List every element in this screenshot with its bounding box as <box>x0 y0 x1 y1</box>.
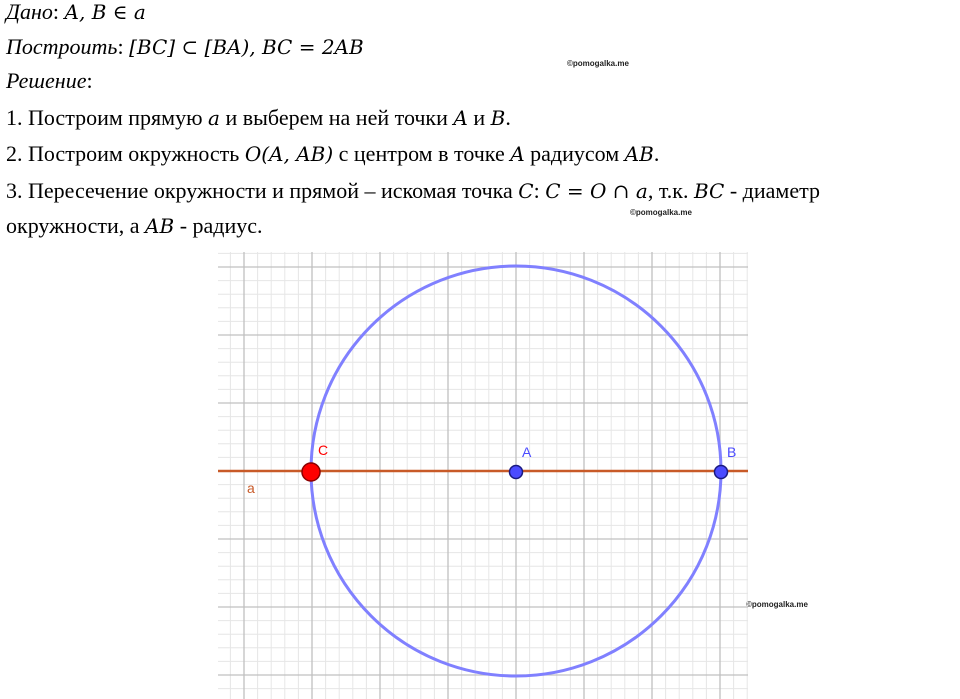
step-1-text-4: . <box>505 105 511 130</box>
step-2-text-3: радиусом <box>524 141 625 166</box>
step-1-text-1: 1. Построим прямую <box>6 105 209 130</box>
step-2-text-4: . <box>653 141 660 166</box>
step-3b-math-1: AB <box>145 214 175 238</box>
step-2-text-2: с центром в точке <box>333 141 511 166</box>
step-3-math-1: C <box>518 179 534 203</box>
construct-label: Построить <box>6 34 118 59</box>
step-2-math-1: O(A, AB) <box>244 142 334 166</box>
solution-label: Решение <box>6 68 87 93</box>
grid-major-lines <box>218 252 748 699</box>
step-3b-text-1: окружности, а <box>6 213 146 238</box>
step-3-text-3: , т.к. <box>647 178 694 203</box>
given-label: Дано <box>6 0 53 24</box>
point-b[interactable] <box>715 466 728 479</box>
watermark-1: ©pomogalka.me <box>567 59 629 68</box>
point-c-label: C <box>318 442 329 458</box>
step-1-text-3: и <box>467 105 491 130</box>
step-2-math-3: AB <box>624 142 654 166</box>
point-a[interactable] <box>510 466 523 479</box>
point-a-label: A <box>522 444 532 460</box>
step-3-text-4: - диаметр <box>724 178 820 203</box>
step-3-text-2: : <box>533 178 546 203</box>
step-2-math-2: A <box>510 142 525 166</box>
step-1-math-3: B <box>490 106 506 130</box>
given-line: Дано: A, B ∈ a <box>6 0 146 24</box>
step-3b-text-2: - радиус. <box>174 213 263 238</box>
step-1-math-2: A <box>453 106 468 130</box>
step-1-text-2: и выберем на ней точки <box>219 105 454 130</box>
step-1-math-1: a <box>208 106 220 130</box>
step-3-text-1: 3. Пересечение окружности и прямой – искомая точка <box>6 178 519 203</box>
point-b-label: B <box>727 444 737 460</box>
step-3-math-3: BC <box>693 179 725 203</box>
solution-heading: Решение: <box>6 68 93 93</box>
watermark-2: ©pomogalka.me <box>630 208 692 217</box>
point-c[interactable] <box>302 463 320 481</box>
construct-formula: [BC] ⊂ [BA), BC = 2AB <box>129 35 364 59</box>
line-a-label: a <box>247 480 255 496</box>
given-formula: A, B ∈ a <box>64 0 146 24</box>
construct-line: Построить: [BC] ⊂ [BA), BC = 2AB <box>6 34 364 59</box>
watermark-3: ©pomogalka.me <box>746 600 808 609</box>
step-2-text-1: 2. Построим окружность <box>6 141 245 166</box>
grid-minor-lines <box>218 252 748 699</box>
step-3-math-2: C = O ∩ a <box>545 179 648 203</box>
